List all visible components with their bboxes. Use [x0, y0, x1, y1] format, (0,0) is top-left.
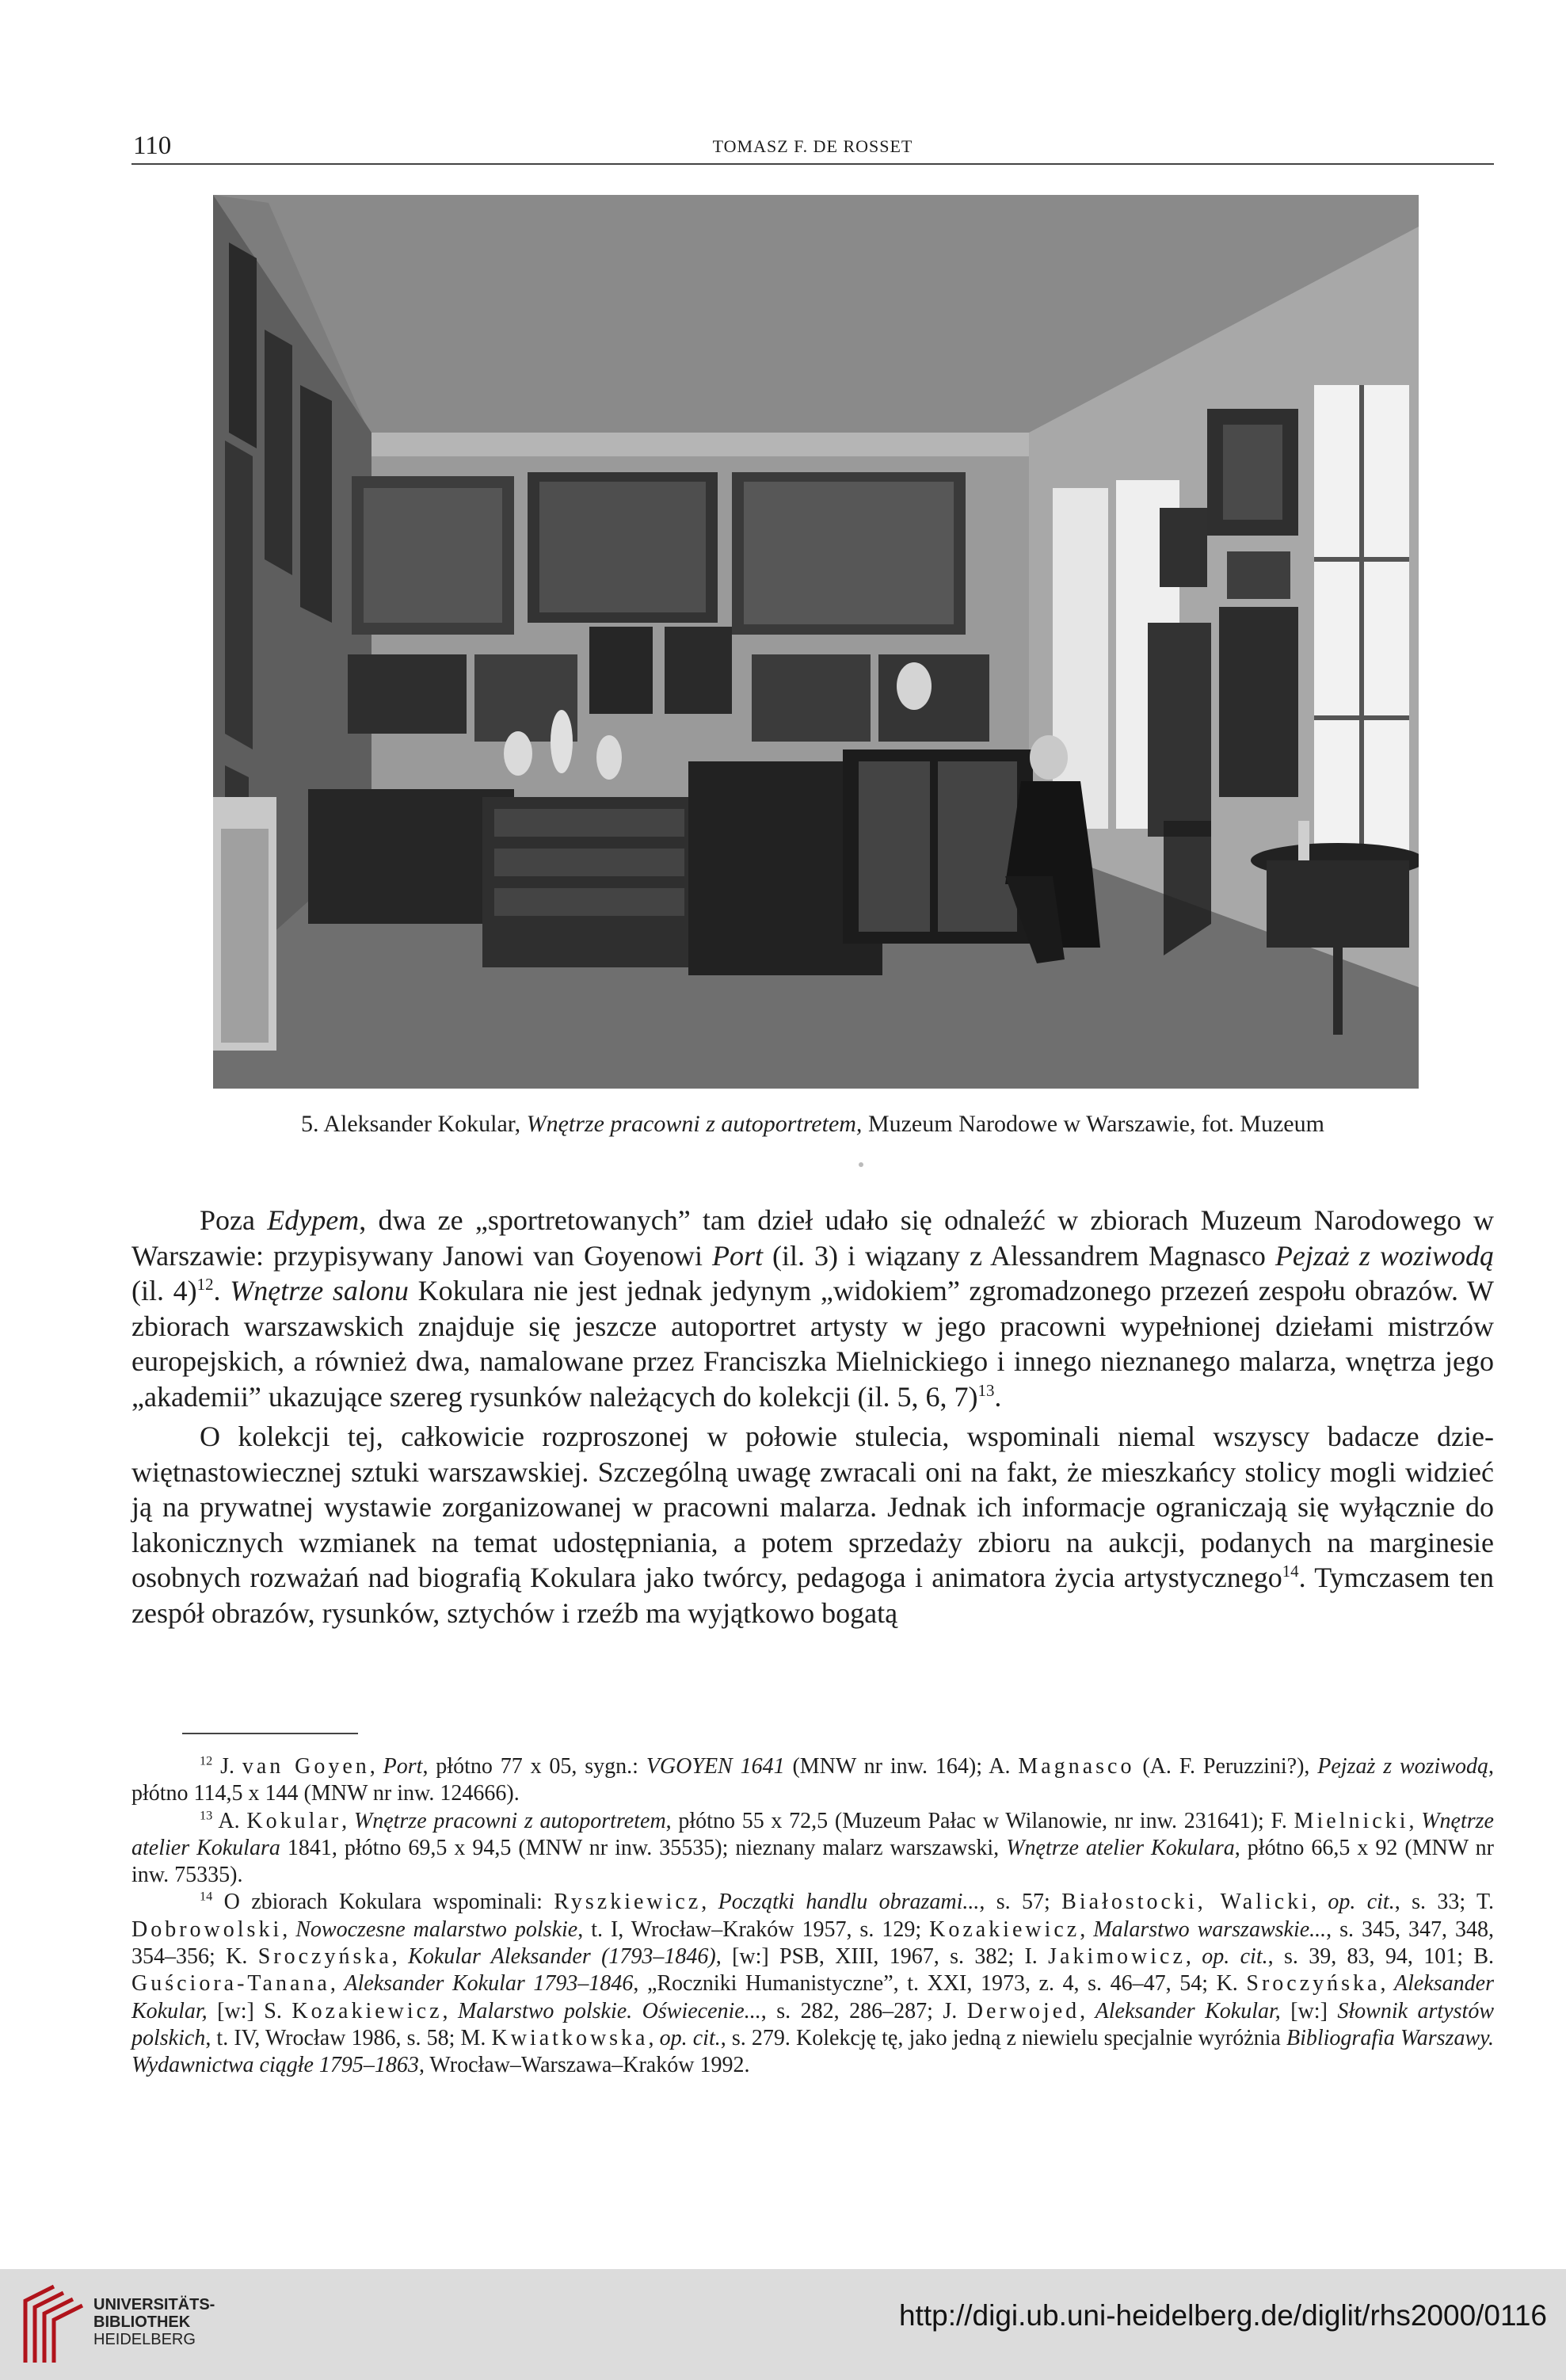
footnote-ref-13: 13: [977, 1380, 995, 1400]
body-text: [131, 1203, 1494, 1631]
figure-painting-interior: [213, 195, 1419, 1089]
source-url-link[interactable]: http://digi.ub.uni-heidelberg.de/diglit/rhs2000/0116: [898, 2299, 1547, 2332]
library-name: UNIVERSITÄTS- BIBLIOTHEK HEIDELBERG: [93, 2296, 215, 2348]
paragraph-1: Poza Edypem, dwa ze „sportretowanych” tam dzieł udało się odnaleźć w zbiorach Muzeum Narodowego w Warszawie: przypisywany Janowi van Goyenowi Port (il. 3) i wiązany z Alessandrem Magnasco Pejzaż z woziwodą (il. 4)$^{12}$. Wnętrze salonu Kokulara nie jest jednak jedynym „widokiem” zgromadzonego przezeń zespołu obrazów. W zbiorach warszawskich znajduje się jeszcze autoportret artysty w jego pracowni wypełnionej dziełami mistrzów europejskich, a również dwa, namalowane przez Franciszka Mielnickiego i innego nieznanego malarza, wnętrza jego „akademii” ukazujące szereg rysunków należących do kolekcji (il. 5, 6, 7)$^{13}$.: [131, 1204, 1495, 1413]
footnote-separator: [182, 1733, 358, 1734]
page-header: [131, 132, 1494, 165]
painting-interior-image: [213, 195, 1419, 1089]
page-number: 110: [133, 132, 172, 160]
footnote-12: $^{12}$ J. van Goyen, Port, płótno 77 x 05, sygn.: VGOYEN 1641 (MNW nr inw. 164); A. Magnasco (A. F. Peruzzini?), Pejzaż z woziwodą, płótno 114,5 x 144 (MNW nr inw. 124666).: [131, 1753, 1495, 1806]
footnotes: [131, 1753, 1494, 2080]
figure-caption: 5. Aleksander Kokular, Wnętrze pracowni z autoportretem, Muzeum Narodowe w Warszawie, fot. Muzeum: [301, 1111, 1324, 1137]
scan-spot: [859, 1162, 863, 1167]
library-logo-icon: [14, 2280, 87, 2367]
footnote-ref-12: 12: [196, 1275, 214, 1294]
running-head: TOMASZ F. DE ROSSET: [712, 136, 913, 156]
paragraph-2: O kolekcji tej, całkowicie rozproszonej w połowie stulecia, wspominali niemal wszyscy badacze dziewiętnastowiecznej sztuki warszawskiej. Szczególną uwagę zwracali oni na fakt, że mieszkańcy stolicy mogli widzieć ją na prywatnej wystawie zorganizowanej w pracowni malarza. Jednak ich informacje ograniczają się wyłącznie do lakonicznych wzmianek na temat udostępniania, a potem sprzedaży zbioru na aukcji, podanych na marginesie osobnych rozważań nad biografią Kokulara jako twórcy, pedagoga i animatora życia artystycznego$^{14}$. Tymczasem ten zespół obrazów, rysunków, sztychów i rzeźb ma wyjątkowo bogatą: [131, 1421, 1494, 1629]
footnote-13: $^{13}$ A. Kokular, Wnętrze pracowni z autoportretem, płótno 55 x 72,5 (Muzeum Pałac w Wilanowie, nr inw. 231641); F. Mielnicki, Wnętrze atelier Kokulara 1841, płótno 69,5 x 94,5 (MNW nr inw. 35535); nieznany malarz warszawski, Wnętrze atelier Kokulara, płótno 66,5 x 92 (MNW nr inw. 75335).: [131, 1808, 1495, 1888]
footnote-14: $^{14}$ O zbiorach Kokulara wspominali: Ryszkiewicz, Początki handlu obrazami..., s. 57; Białostocki, Walicki, op. cit., s. 33; T. Dobrowolski, Nowoczesne malarstwo polskie, t. I, Wrocław–Kraków 1957, s. 129; Kozakiewicz, Malarstwo warszawskie..., s. 345, 347, 348, 354–356; K. Sroczyńska, Kokular Aleksander (1793–1846), [w:] PSB, XIII, 1967, s. 382; I. Jakimowicz, op. cit., s. 39, 83, 94, 101; B. Guściora-Tanana, Aleksander Kokular 1793–1846, „Roczniki Humanistyczne”, t. XXI, 1973, z. 4, s. 46–47, 54; K. Sroczyńska, Aleksander Kokular, [w:] S. Kozakiewicz, Malarstwo polskie. Oświecenie..., s. 282, 286–287; J. Derwojed, Aleksander Kokular, [w:] Słownik artystów polskich, t. IV, Wrocław 1986, s. 58; M. Kwiatkowska, op. cit., s. 279. Kolekcję tę, jako jedną z niewielu specjalnie wyróżnia Bibliografia Warszawy. Wydawnictwa ciągłe 1795–1863, Wrocław–Warszawa–Kraków 1992.: [131, 1890, 1495, 2078]
footnote-ref-14: 14: [1282, 1562, 1299, 1581]
